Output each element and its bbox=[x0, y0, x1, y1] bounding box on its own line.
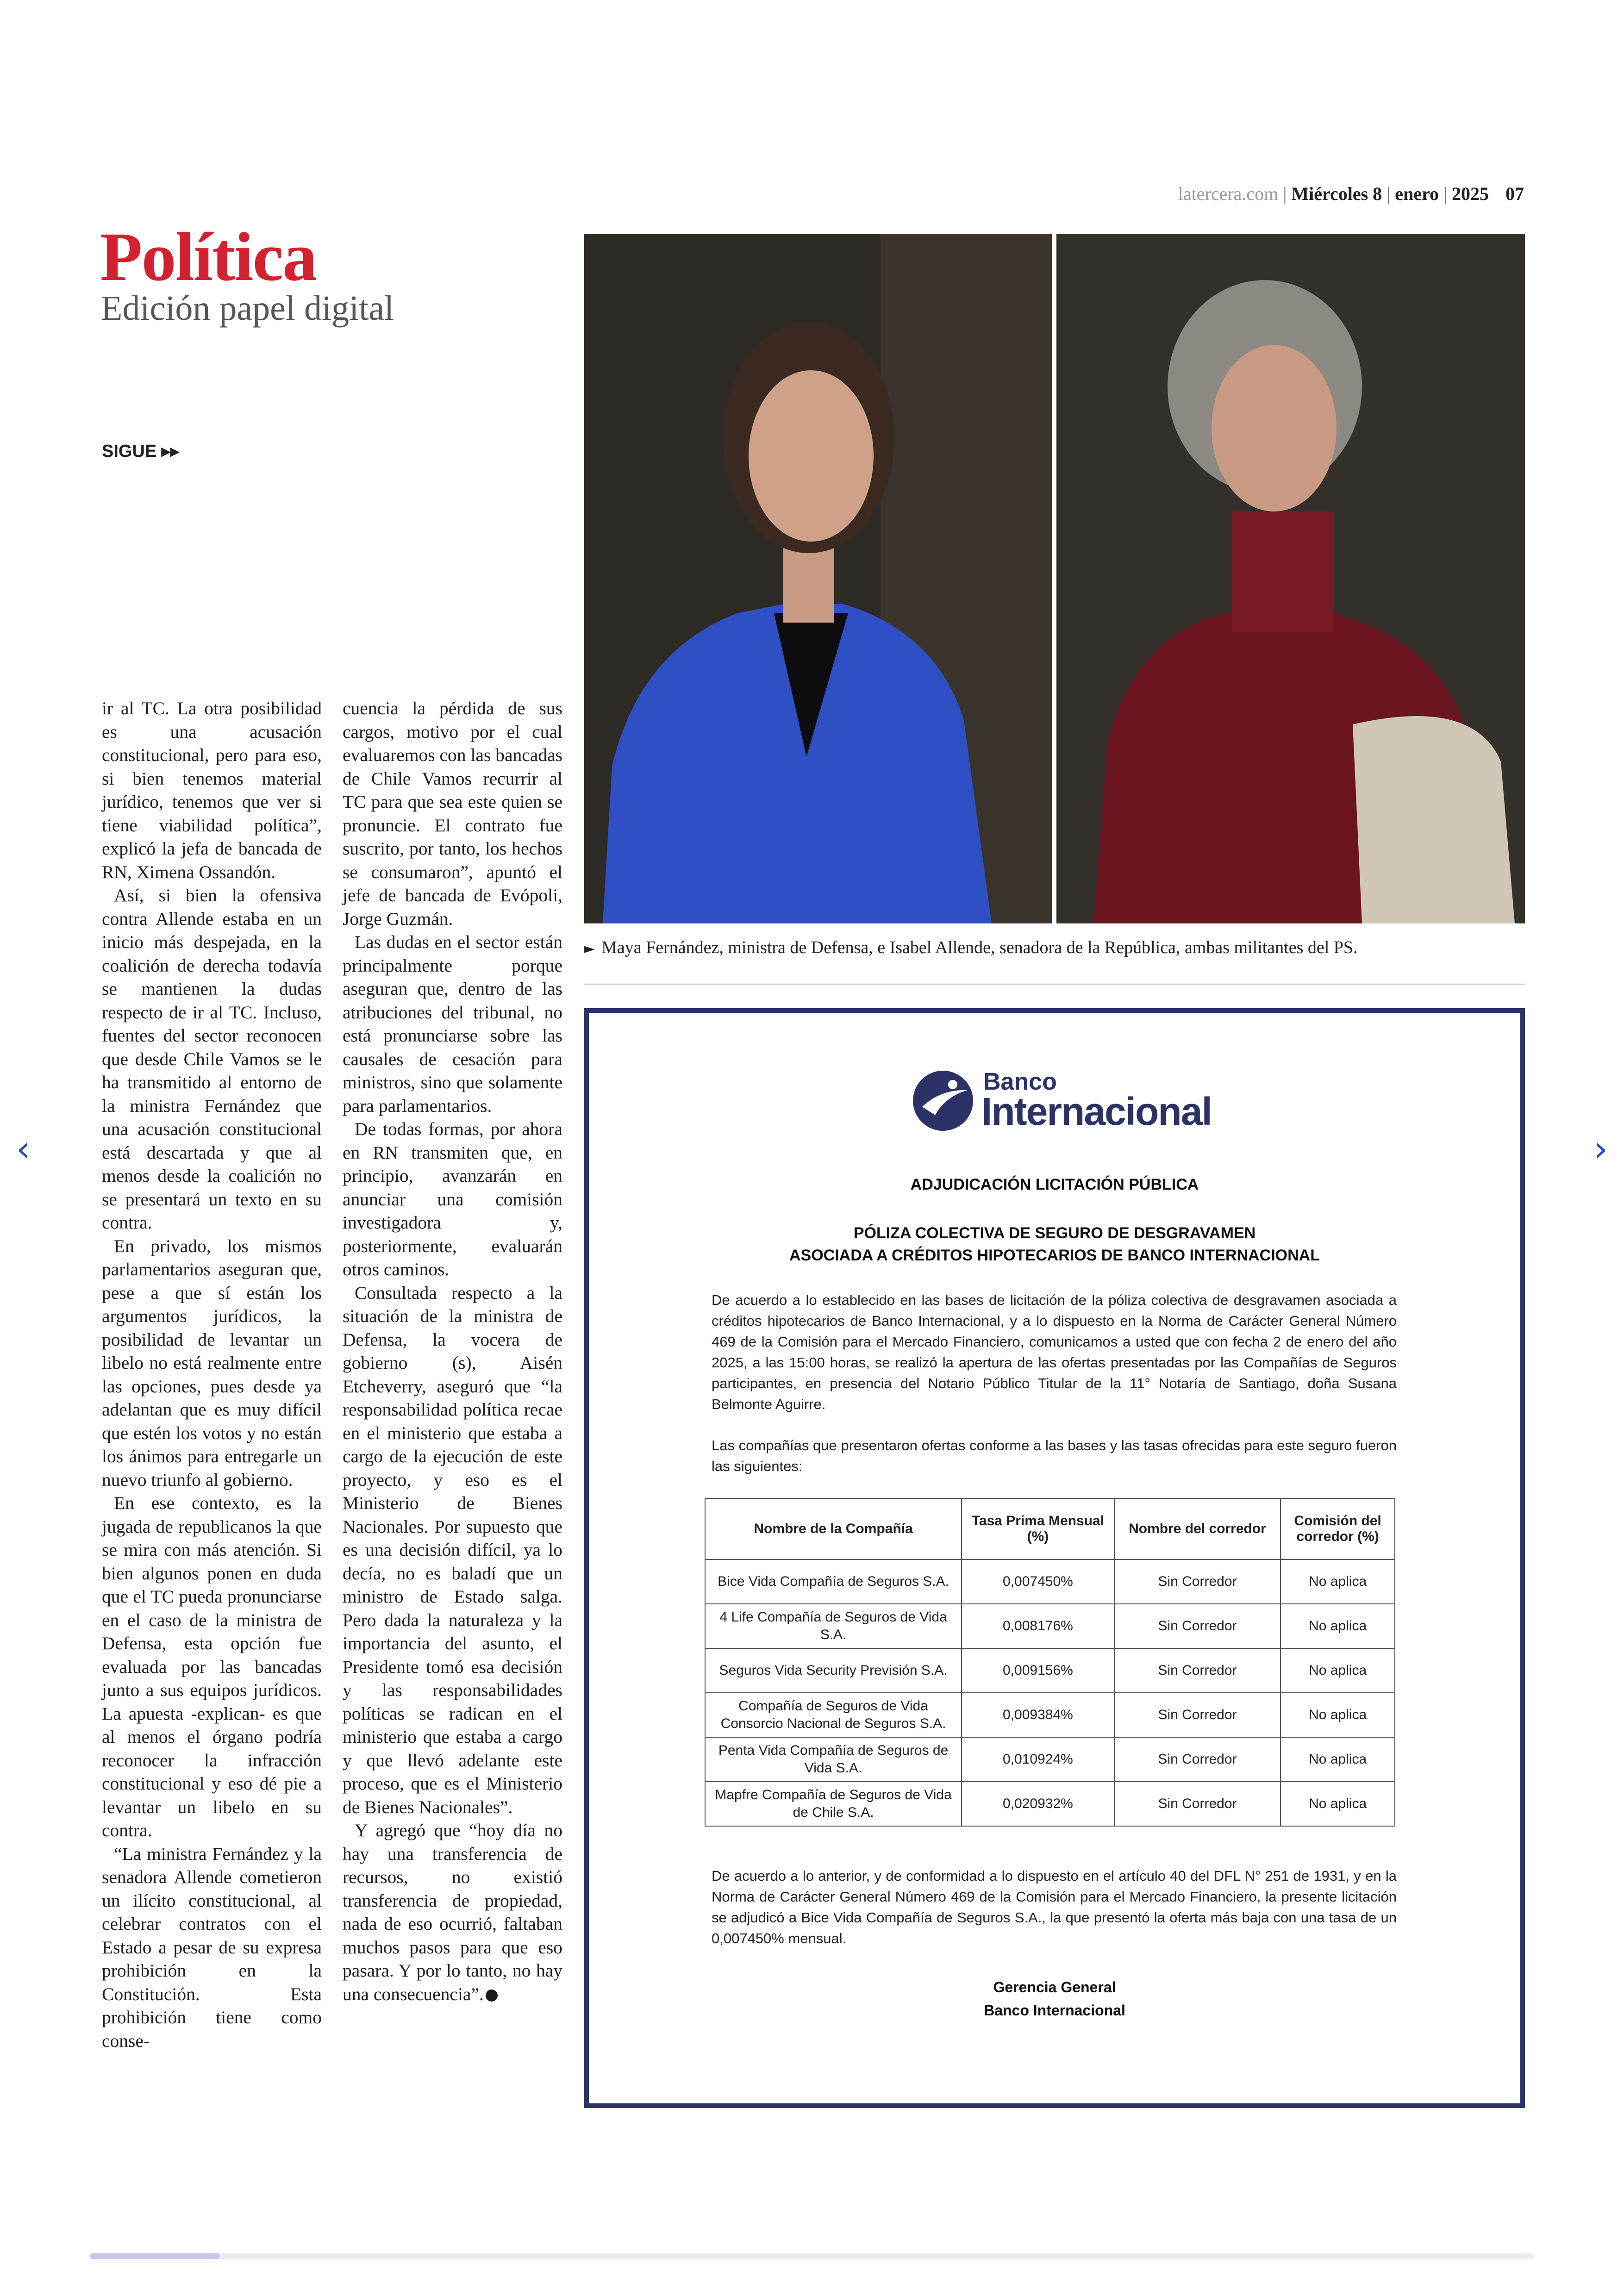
table-cell: Sin Corredor bbox=[1114, 1782, 1280, 1826]
prev-page-button[interactable] bbox=[9, 1126, 37, 1172]
table-cell: Bice Vida Compañía de Seguros S.A. bbox=[705, 1559, 962, 1604]
bank-logo bbox=[913, 1066, 1218, 1140]
ad-heading: ADJUDICACIÓN LICITACIÓN PÚBLICA bbox=[910, 1176, 1199, 1193]
table-header-row bbox=[705, 1498, 1395, 1559]
photo-maya-fernandez bbox=[584, 234, 1052, 923]
header-month: enero bbox=[1395, 183, 1439, 204]
table-cell: No aplica bbox=[1280, 1648, 1395, 1693]
article-paragraph-last: Y agregó que “hoy día no hay una transferencia de recursos, no existió transferencia de propiedad, nada de eso ocurrió, faltaban muchos pasos para que eso pasara. Y por lo tanto, no hay una consecuencia”. bbox=[343, 1820, 562, 2004]
chevron-right-icon: › bbox=[1593, 1128, 1608, 1169]
header-year: 2025 bbox=[1452, 183, 1489, 204]
offers-table bbox=[705, 1498, 1395, 1827]
bank-logo-icon bbox=[913, 1071, 973, 1131]
article-paragraph: “La ministra Fernández y la senadora Allende cometieron un ilícito constitucional, al celebrar contratos con el Estado a pesar de su expresa prohibición en la Constitución. Esta prohibición tiene como conse- bbox=[102, 1843, 322, 2051]
article-paragraph: Así, si bien la ofensiva contra Allende estaba en un inicio más despejada, en la coalición de derecha todavía se mantienen la dudas respecto de ir al TC. Incluso, fuentes del sector reconocen que desde Chile Vamos se le ha transmitido al entorno de la ministra Fernández que una acusación constitucional está descartada y que al menos desde la coalición no se presentará un texto en su contra. bbox=[102, 885, 322, 1233]
table-cell: Sin Corredor bbox=[1114, 1559, 1280, 1604]
article-paragraph: En privado, los mismos parlamentarios aseguran que, pese a que sí están los argumentos jurídicos, la posibilidad de levantar un libelo no está realmente entre las opciones, pues desde ya adelantan que es muy difícil que estén los votos y no están los ánimos para entregarle un nuevo triunfo al gobierno. bbox=[102, 1235, 322, 1490]
ad-subheading-line1: PÓLIZA COLECTIVA DE SEGURO DE DESGRAVAMEN bbox=[853, 1224, 1256, 1242]
header-day: Miércoles 8 bbox=[1291, 183, 1382, 204]
article-paragraph: ir al TC. La otra posibilidad es una acusación constitucional, pero para eso, si bien tenemos material jurídico, tenemos que ver si tiene viabilidad política”, explicó la jefa de bancada de RN, Ximena Ossandón. bbox=[102, 698, 322, 882]
photo-isabel-allende bbox=[1056, 234, 1525, 923]
table-cell: Seguros Vida Security Previsión S.A. bbox=[705, 1648, 962, 1693]
caption-marker-icon: ► bbox=[584, 941, 595, 957]
ad-signature-line2: Banco Internacional bbox=[984, 2002, 1125, 2019]
ad-subheading-line2: ASOCIADA A CRÉDITOS HIPOTECARIOS DE BANCO INTERNACIONAL bbox=[789, 1247, 1320, 1264]
article-paragraph: En ese contexto, es la jugada de republicanos la que se mira con más atención. Si bien algunos ponen en duda que el TC pueda pronunciarse en el caso de la ministra de Defensa, esta opción fue evaluada por las bancadas junto a sus equipos jurídicos. La apuesta -explican- es que al menos el órgano podría reconocer la infracción constitucional y eso dé pie a levantar un libelo en su contra. bbox=[102, 1493, 322, 1840]
bank-logo-line1: Banco bbox=[983, 1068, 1057, 1095]
table-cell: 4 Life Compañía de Seguros de Vida S.A. bbox=[705, 1604, 962, 1648]
section-subtitle: Edición papel digital bbox=[101, 289, 394, 328]
table-cell: Sin Corredor bbox=[1114, 1604, 1280, 1648]
ad-paragraph-1: De acuerdo a lo establecido en las bases de licitación de la póliza colectiva de desgravamen asociada a créditos hipotecarios de Banco Internacional, y a lo dispuesto en la Norma de Carácter General Número 469 de la Comisión para el Mercado Financiero, comunicamos a usted que con fecha 2 de enero del año 2025, a las 15:00 horas, se realizó la apertura de las ofertas presentadas por las Compañías de Seguros participantes, en presencia del Notario Público Titular de la 11° Notaría de Santiago, doña Susana Belmonte Aguirre. bbox=[712, 1292, 1397, 1412]
table-cell: No aplica bbox=[1280, 1604, 1395, 1648]
table-row bbox=[705, 1737, 1395, 1782]
table-cell: Sin Corredor bbox=[1114, 1648, 1280, 1693]
photo-caption bbox=[584, 937, 1358, 958]
table-cell: Mapfre Compañía de Seguros de Vida de Chile S.A. bbox=[705, 1782, 962, 1826]
table-cell: 0,020932% bbox=[962, 1782, 1114, 1826]
article-paragraph: cuencia la pérdida de sus cargos, motivo por el cual evaluaremos con las bancadas de Chile Vamos recurrir al TC para que sea este quien se pronuncie. El contrato fue suscrito, por tanto, los hechos se consumaron”, apuntó el jefe de bancada de Evópoli, Jorge Guzmán. bbox=[343, 698, 562, 929]
article-paragraph: Las dudas en el sector están principalmente porque aseguran que, dentro de las atribuciones del tribunal, no está pronunciarse sobre las causales de cesación para ministros, sino que solamente para parlamentarios. bbox=[343, 932, 562, 1116]
table-row bbox=[705, 1693, 1395, 1737]
table-row bbox=[705, 1559, 1395, 1604]
portrait-right-illustration bbox=[1056, 234, 1525, 923]
table-cell: Compañía de Seguros de Vida Consorcio Nacional de Seguros S.A. bbox=[705, 1693, 962, 1737]
table-cell: No aplica bbox=[1280, 1693, 1395, 1737]
table-row bbox=[705, 1782, 1395, 1826]
divider bbox=[584, 984, 1525, 985]
column-header: Tasa Prima Mensual (%) bbox=[962, 1498, 1114, 1559]
table-cell: No aplica bbox=[1280, 1737, 1395, 1782]
reading-progress-track[interactable] bbox=[90, 2253, 1534, 2259]
reading-progress-fill bbox=[90, 2253, 220, 2259]
table-cell: 0,009156% bbox=[962, 1648, 1114, 1693]
bank-notice-ad bbox=[584, 1008, 1525, 2108]
page-header: latercera.com | Miércoles 8 | enero | 2025 07 bbox=[1178, 183, 1524, 204]
table-cell: 0,008176% bbox=[962, 1604, 1114, 1648]
table-row bbox=[705, 1604, 1395, 1648]
chevron-left-icon: ‹ bbox=[16, 1128, 31, 1169]
table-cell: No aplica bbox=[1280, 1559, 1395, 1604]
bank-logo-line2: Internacional bbox=[981, 1090, 1212, 1133]
site-name: latercera.com bbox=[1178, 183, 1279, 204]
end-mark-icon bbox=[486, 1989, 498, 2002]
table-cell: 0,007450% bbox=[962, 1559, 1114, 1604]
table-cell: Penta Vida Compañía de Seguros de Vida S.A. bbox=[705, 1737, 962, 1782]
section-title: Política bbox=[100, 218, 317, 295]
caption-text: Maya Fernández, ministra de Defensa, e Isabel Allende, senadora de la República, ambas militantes del PS. bbox=[601, 938, 1358, 957]
ad-paragraph-2: Las compañías que presentaron ofertas conforme a las bases y las tasas ofrecidas para este seguro fueron las siguientes: bbox=[712, 1437, 1397, 1474]
article-paragraph: De todas formas, por ahora en RN transmiten que, en principio, avanzarán en anunciar una comisión investigadora y, posteriormente, evaluarán otros caminos. bbox=[343, 1119, 562, 1279]
ad-signature bbox=[589, 1976, 1520, 2022]
article-column-2 bbox=[343, 697, 562, 2006]
page-number: 07 bbox=[1505, 183, 1524, 204]
table-cell: Sin Corredor bbox=[1114, 1737, 1280, 1782]
continue-label: SIGUE ▸▸ bbox=[102, 442, 179, 461]
ad-signature-line1: Gerencia General bbox=[993, 1979, 1116, 1996]
next-page-button[interactable] bbox=[1587, 1126, 1615, 1172]
column-header: Comisión del corredor (%) bbox=[1280, 1498, 1395, 1559]
portrait-left-illustration bbox=[584, 234, 1052, 923]
table-cell: No aplica bbox=[1280, 1782, 1395, 1826]
column-header: Nombre de la Compañía bbox=[705, 1498, 962, 1559]
column-header: Nombre del corredor bbox=[1114, 1498, 1280, 1559]
table-cell: 0,009384% bbox=[962, 1693, 1114, 1737]
article-paragraph: Consultada respecto a la situación de la ministra de Defensa, la vocera de gobierno (s), Aisén Etcheverry, aseguró que “la responsabilidad política recae en el ministerio que estaba a cargo de la ejecución de este proyecto, y eso es el Ministerio de Bienes Nacionales. Por supuesto que es una decisión difícil, ya lo decía, no es baladí que un ministro de Estado salga. Pero dada la naturaleza y la importancia del asunto, el Presidente tomó esa decisión y las responsabilidades políticas se radican en el ministerio que estaba a cargo y que llevó adelante este proceso, que es el Ministerio de Bienes Nacionales”. bbox=[343, 1282, 562, 1817]
table-row bbox=[705, 1648, 1395, 1693]
ad-subheading bbox=[589, 1222, 1520, 1266]
table-cell: 0,010924% bbox=[962, 1737, 1114, 1782]
article-column-1 bbox=[102, 697, 322, 2052]
ad-paragraph-3: De acuerdo a lo anterior, y de conformidad a lo dispuesto en el artículo 40 del DFL N° 251 de 1931, y en la Norma de Carácter General Número 469 de la Comisión para el Mercado Financiero, la presente licitación se adjudicó a Bice Vida Compañía de Seguros S.A., la que presentó la oferta más baja con una tasa de un 0,007450% mensual. bbox=[712, 1868, 1397, 1946]
table-cell: Sin Corredor bbox=[1114, 1693, 1280, 1737]
